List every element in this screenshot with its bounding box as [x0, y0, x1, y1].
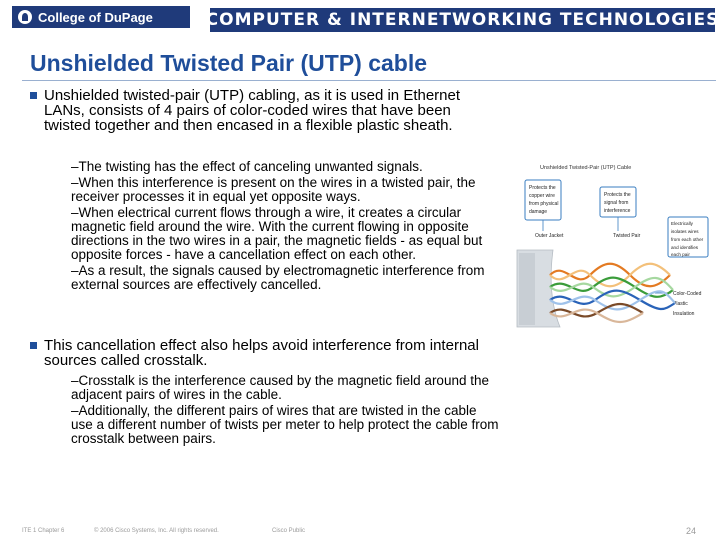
bullet-square-icon	[30, 342, 37, 349]
page-number: 24	[686, 526, 697, 536]
bullet-text: This cancellation effect also helps avoid interference from internal sources called crosstalk.	[44, 337, 479, 369]
utp-cable-diagram	[505, 155, 715, 330]
slide-footer	[0, 528, 720, 540]
sub-bullet-item: –Additionally, the different pairs of wires that are twisted in the cable use a different number of twists per meter to help protect the cable from crosstalk between pairs.	[71, 403, 499, 446]
sub-bullet-item: –As a result, the signals caused by electromagnetic interference from external sources are effectively cancelled.	[71, 263, 485, 292]
callout-text-jacket: Protects the copper wire from physical damage	[529, 185, 559, 215]
label-outer-jacket: Outer Jacket	[535, 233, 564, 239]
college-logo	[12, 6, 190, 28]
department-banner	[205, 8, 720, 32]
footer-classification: Cisco Public	[272, 528, 306, 534]
twisted-wire-pairs	[550, 264, 675, 322]
bullet-crosstalk	[30, 338, 500, 368]
college-logo-text: College of DuPage	[38, 9, 153, 25]
callout-text-insulation: Electrically isolates wires from each other and identifies each pair	[671, 221, 704, 257]
figure-title: Unshielded Twisted-Pair (UTP) Cable	[540, 165, 632, 171]
sub-bullet-item: –When this interference is present on the wires in a twisted pair, the receiver processes it in equal yet opposite ways.	[71, 175, 476, 204]
callout-text-twist: Protects the signal from interference	[604, 192, 631, 214]
department-banner-text: COMPUTER & INTERNETWORKING TECHNOLOGIES	[205, 10, 720, 30]
footer-chapter: ITE 1 Chapter 6	[22, 528, 65, 534]
sub-bullets-crosstalk	[71, 374, 501, 448]
footer-copyright: © 2006 Cisco Systems, Inc. All rights reserved.	[94, 528, 219, 534]
slide-title: Unshielded Twisted Pair (UTP) cable	[30, 50, 428, 76]
bullet-utp-description	[30, 88, 480, 133]
sub-bullet-item: –When electrical current flows through a wire, it creates a circular magnetic field around the wire. With the current flowing in opposite directions in the two wires in a pair, the magnetic fields - as equal but opposite forces - have a cancellation effect on each other.	[71, 205, 483, 262]
sub-bullets-twisting	[71, 160, 501, 294]
college-logo-icon	[18, 10, 32, 24]
sub-bullet-item: –The twisting has the effect of canceling unwanted signals.	[71, 159, 423, 174]
bullet-square-icon	[30, 92, 37, 99]
bullet-text: Unshielded twisted-pair (UTP) cabling, as it is used in Ethernet LANs, consists of 4 pairs of color-coded wires that have been twisted together and then encased in a flexible plastic sheath.	[44, 87, 461, 134]
label-color-coded-insulation: Color-Coded Plastic Insulation	[673, 291, 702, 317]
sub-bullet-item: –Crosstalk is the interference caused by the magnetic field around the adjacent pairs of wires in the cable.	[71, 373, 489, 402]
title-divider	[22, 80, 716, 81]
slide-header	[0, 0, 720, 36]
label-twisted-pair: Twisted Pair	[613, 233, 641, 239]
